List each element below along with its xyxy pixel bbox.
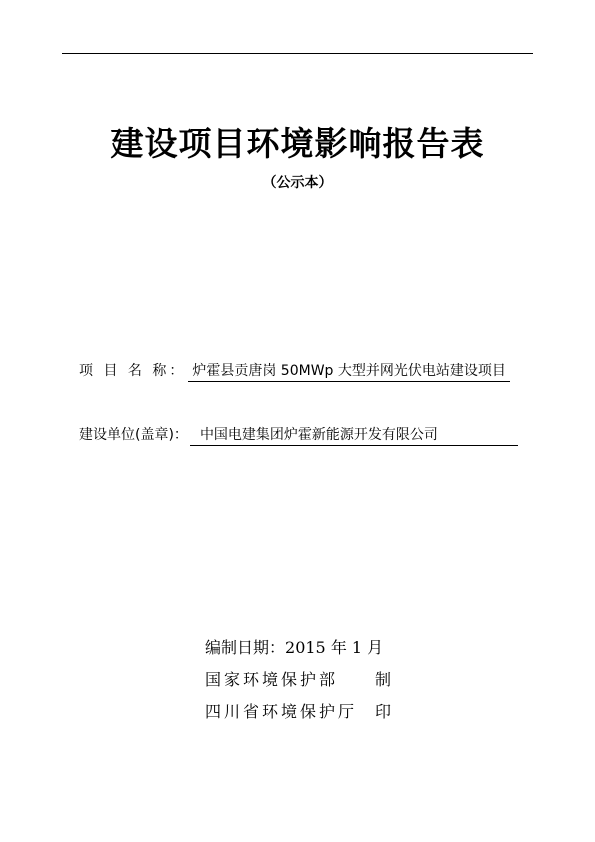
document-subtitle: （公示本）: [262, 175, 333, 191]
issuer-action-2: 印: [375, 702, 392, 721]
issuer-action-1: 制: [375, 670, 392, 689]
builder-value: 中国电建集团炉霍新能源开发有限公司: [190, 424, 518, 446]
builder-label: 建设单位(盖章)：: [79, 427, 188, 443]
compile-date-line: [205, 636, 391, 668]
builder-row: [79, 424, 518, 446]
project-name-row: [79, 360, 510, 382]
compile-date-value: 2015 年 1 月: [285, 638, 384, 657]
issuer-name-1: 国家环境保护部: [205, 670, 339, 689]
footer-block: [205, 636, 391, 732]
document-title: 建设项目环境影响报告表: [110, 124, 485, 163]
project-name-label: 项 目 名 称：: [79, 363, 187, 379]
issuer-name-2: 四川省环境保护厅: [205, 702, 358, 721]
project-name-value: 炉霍县贡唐岗 50MWp 大型并网光伏电站建设项目: [188, 360, 510, 382]
issuer-line-1: [205, 668, 391, 700]
compile-date-label: 编制日期：: [205, 638, 286, 657]
top-divider: [62, 53, 533, 54]
issuer-line-2: [205, 700, 391, 732]
